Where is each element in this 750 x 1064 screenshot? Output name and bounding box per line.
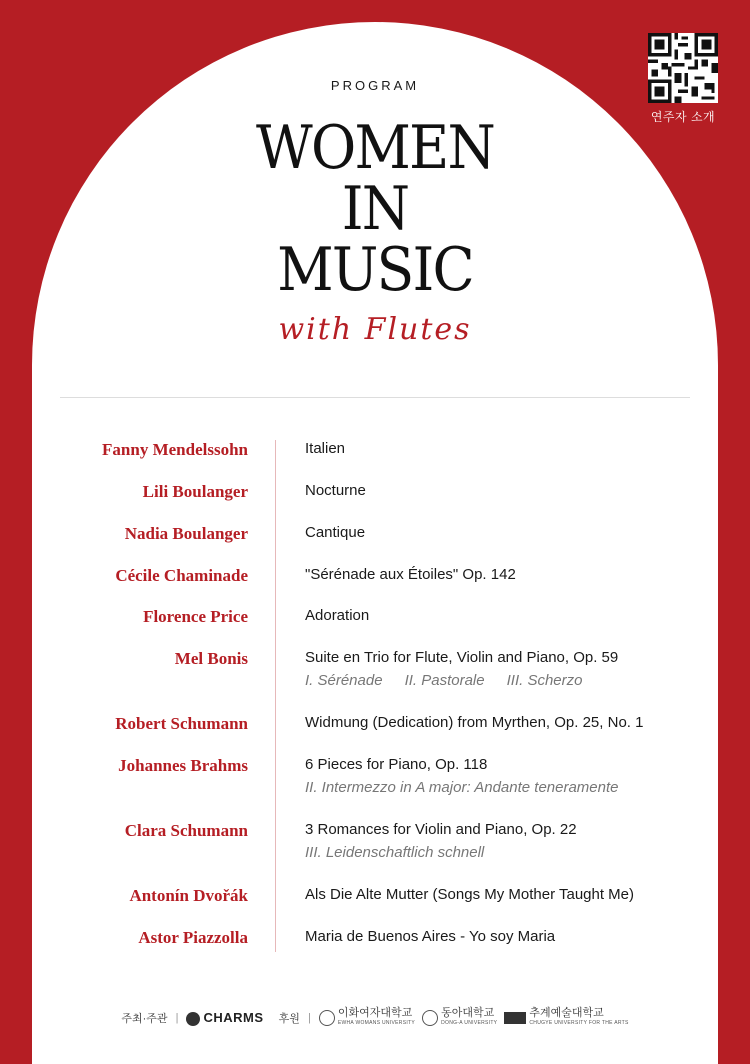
movement: II. Pastorale <box>404 672 485 689</box>
composer-name: Mel Bonis <box>174 649 248 668</box>
host-label: 주최·주관 <box>121 1013 168 1025</box>
piece-title: Maria de Buenos Aires - Yo soy Maria <box>305 928 556 945</box>
title-line: WOMEN <box>256 113 494 183</box>
ewha-emblem-icon <box>319 1010 335 1026</box>
footer-credits <box>0 1008 750 1028</box>
donga-logo <box>422 1008 497 1028</box>
charms-name: CHARMS <box>203 1010 264 1026</box>
program-kicker: PROGRAM <box>330 78 420 93</box>
composer-name: Nadia Boulanger <box>124 524 248 543</box>
piece-title: Suite en Trio for Flute, Violin and Piano, Op. 59 <box>305 649 619 666</box>
movement: III. Scherzo <box>506 672 583 689</box>
composer-name: Lili Boulanger <box>142 482 248 501</box>
charms-logo <box>186 1010 263 1026</box>
sponsor-subname: EWHA WOMANS UNIVERSITY <box>337 1020 416 1026</box>
piece-block <box>305 649 618 689</box>
qr-caption: 연주자 소개 <box>650 110 716 124</box>
composer-name: Johannes Brahms <box>118 756 248 775</box>
sponsor-name: 추계예술대학교 <box>529 1007 604 1019</box>
movement: I. Sérénade <box>305 672 383 689</box>
piece-title: Italien <box>305 440 346 457</box>
sponsor-name: 이화여자대학교 <box>337 1007 413 1019</box>
piece-title: 3 Romances for Violin and Piano, Op. 22 <box>305 821 577 838</box>
piece-block <box>305 821 577 861</box>
subtitle-script: with Flutes <box>278 312 472 347</box>
piece-title: Adoration <box>305 607 370 624</box>
composer-name: Robert Schumann <box>115 714 248 733</box>
piece-title: "Sérénade aux Étoiles" Op. 142 <box>305 566 516 583</box>
composer-name: Astor Piazzolla <box>138 928 248 947</box>
sponsor-subname: DONG-A UNIVERSITY <box>441 1020 498 1026</box>
title-line: MUSIC <box>277 235 473 305</box>
movement: II. Intermezzo in A major: Andante teneramente <box>305 779 619 796</box>
composer-name: Clara Schumann <box>124 821 248 840</box>
separator: | <box>175 1011 179 1024</box>
piece-block <box>305 756 619 796</box>
composer-name: Fanny Mendelssohn <box>102 440 248 459</box>
chugye-emblem-icon <box>504 1012 526 1024</box>
piece-title: Nocturne <box>305 482 366 499</box>
divider <box>60 397 690 398</box>
composer-name: Cécile Chaminade <box>115 566 248 585</box>
separator: | <box>307 1011 311 1024</box>
sponsor-name: 동아대학교 <box>441 1007 495 1019</box>
movement: III. Leidenschaftlich schnell <box>305 844 485 861</box>
charms-logo-icon <box>186 1012 200 1026</box>
sponsor-subname: CHUGYE UNIVERSITY FOR THE ARTS <box>529 1020 629 1026</box>
chugye-logo <box>504 1008 628 1028</box>
composer-name: Antonín Dvořák <box>129 886 248 905</box>
composer-name: Florence Price <box>143 607 248 626</box>
ewha-logo <box>319 1008 415 1028</box>
column-divider <box>275 440 276 952</box>
piece-title: Widmung (Dedication) from Myrthen, Op. 25, No. 1 <box>305 714 644 731</box>
donga-emblem-icon <box>422 1010 438 1026</box>
piece-title: Cantique <box>305 524 366 541</box>
piece-title: 6 Pieces for Piano, Op. 118 <box>305 756 488 773</box>
piece-title: Als Die Alte Mutter (Songs My Mother Taught Me) <box>305 886 635 903</box>
movement-list <box>305 672 618 689</box>
sponsor-label: 후원 <box>278 1013 300 1025</box>
title-line: IN <box>341 174 409 244</box>
